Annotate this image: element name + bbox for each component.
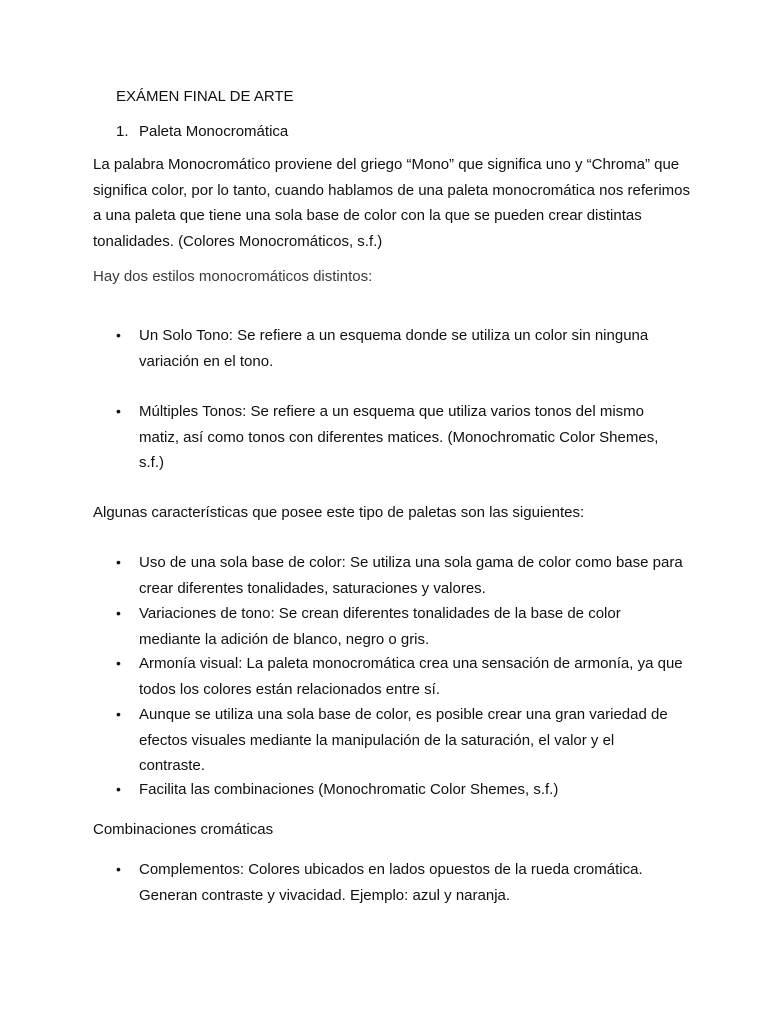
list-item-text: Armonía visual: La paleta monocromática crea una sensación de armonía, ya que todos los colores están relacionados entre sí. xyxy=(139,655,683,698)
bullet-icon: • xyxy=(116,605,121,621)
bullet-icon: • xyxy=(116,861,121,877)
list-item-text: Complementos: Colores ubicados en lados opuestos de la rueda cromática. Generan contraste y vivacidad. Ejemplo: azul y naranja. xyxy=(139,861,643,904)
bullet-icon: • xyxy=(116,655,121,671)
bullet-icon: • xyxy=(116,781,121,797)
combinations-heading: Combinaciones cromáticas xyxy=(93,821,274,838)
bullet-icon: • xyxy=(116,706,121,722)
intro-paragraph: La palabra Monocromático proviene del griego “Mono” que significa uno y “Chroma” que significa color, por lo tanto, cuando hablamos de una paleta monocromática nos referimos a una paleta que tiene una sola base de color con la que se pueden crear distintas tonalidades. (Colores Monocromáticos, s.f.) xyxy=(93,156,691,250)
styles-intro: Hay dos estilos monocromáticos distintos: xyxy=(93,268,373,285)
list-item-text: Un Solo Tono: Se refiere a un esquema donde se utiliza un color sin ninguna variación en el tono. xyxy=(139,327,649,370)
bullet-icon: • xyxy=(116,403,121,419)
bullet-icon: • xyxy=(116,554,121,570)
list-item-text: Facilita las combinaciones (Monochromatic Color Shemes, s.f.) xyxy=(139,781,559,798)
characteristics-intro: Algunas características que posee este tipo de paletas son las siguientes: xyxy=(93,504,585,521)
list-item-text: Variaciones de tono: Se crean diferentes tonalidades de la base de color mediante la adición de blanco, negro o gris. xyxy=(139,605,621,648)
list-item-text: Aunque se utiliza una sola base de color, es posible crear una gran variedad de efectos visuales mediante la manipulación de la saturación, el valor y el contraste. xyxy=(139,706,668,774)
bullet-icon: • xyxy=(116,327,121,343)
document-title: EXÁMEN FINAL DE ARTE xyxy=(116,88,294,105)
list-item-text: Uso de una sola base de color: Se utiliza una sola gama de color como base para crear diferentes tonalidades, saturaciones y valores. xyxy=(139,554,683,597)
list-item-text: Múltiples Tonos: Se refiere a un esquema que utiliza varios tonos del mismo matiz, así como tonos con diferentes matices. (Monochromatic Color Shemes, s.f.) xyxy=(139,403,659,471)
section-number: 1. xyxy=(116,123,129,140)
section-title: Paleta Monocromática xyxy=(139,123,289,140)
